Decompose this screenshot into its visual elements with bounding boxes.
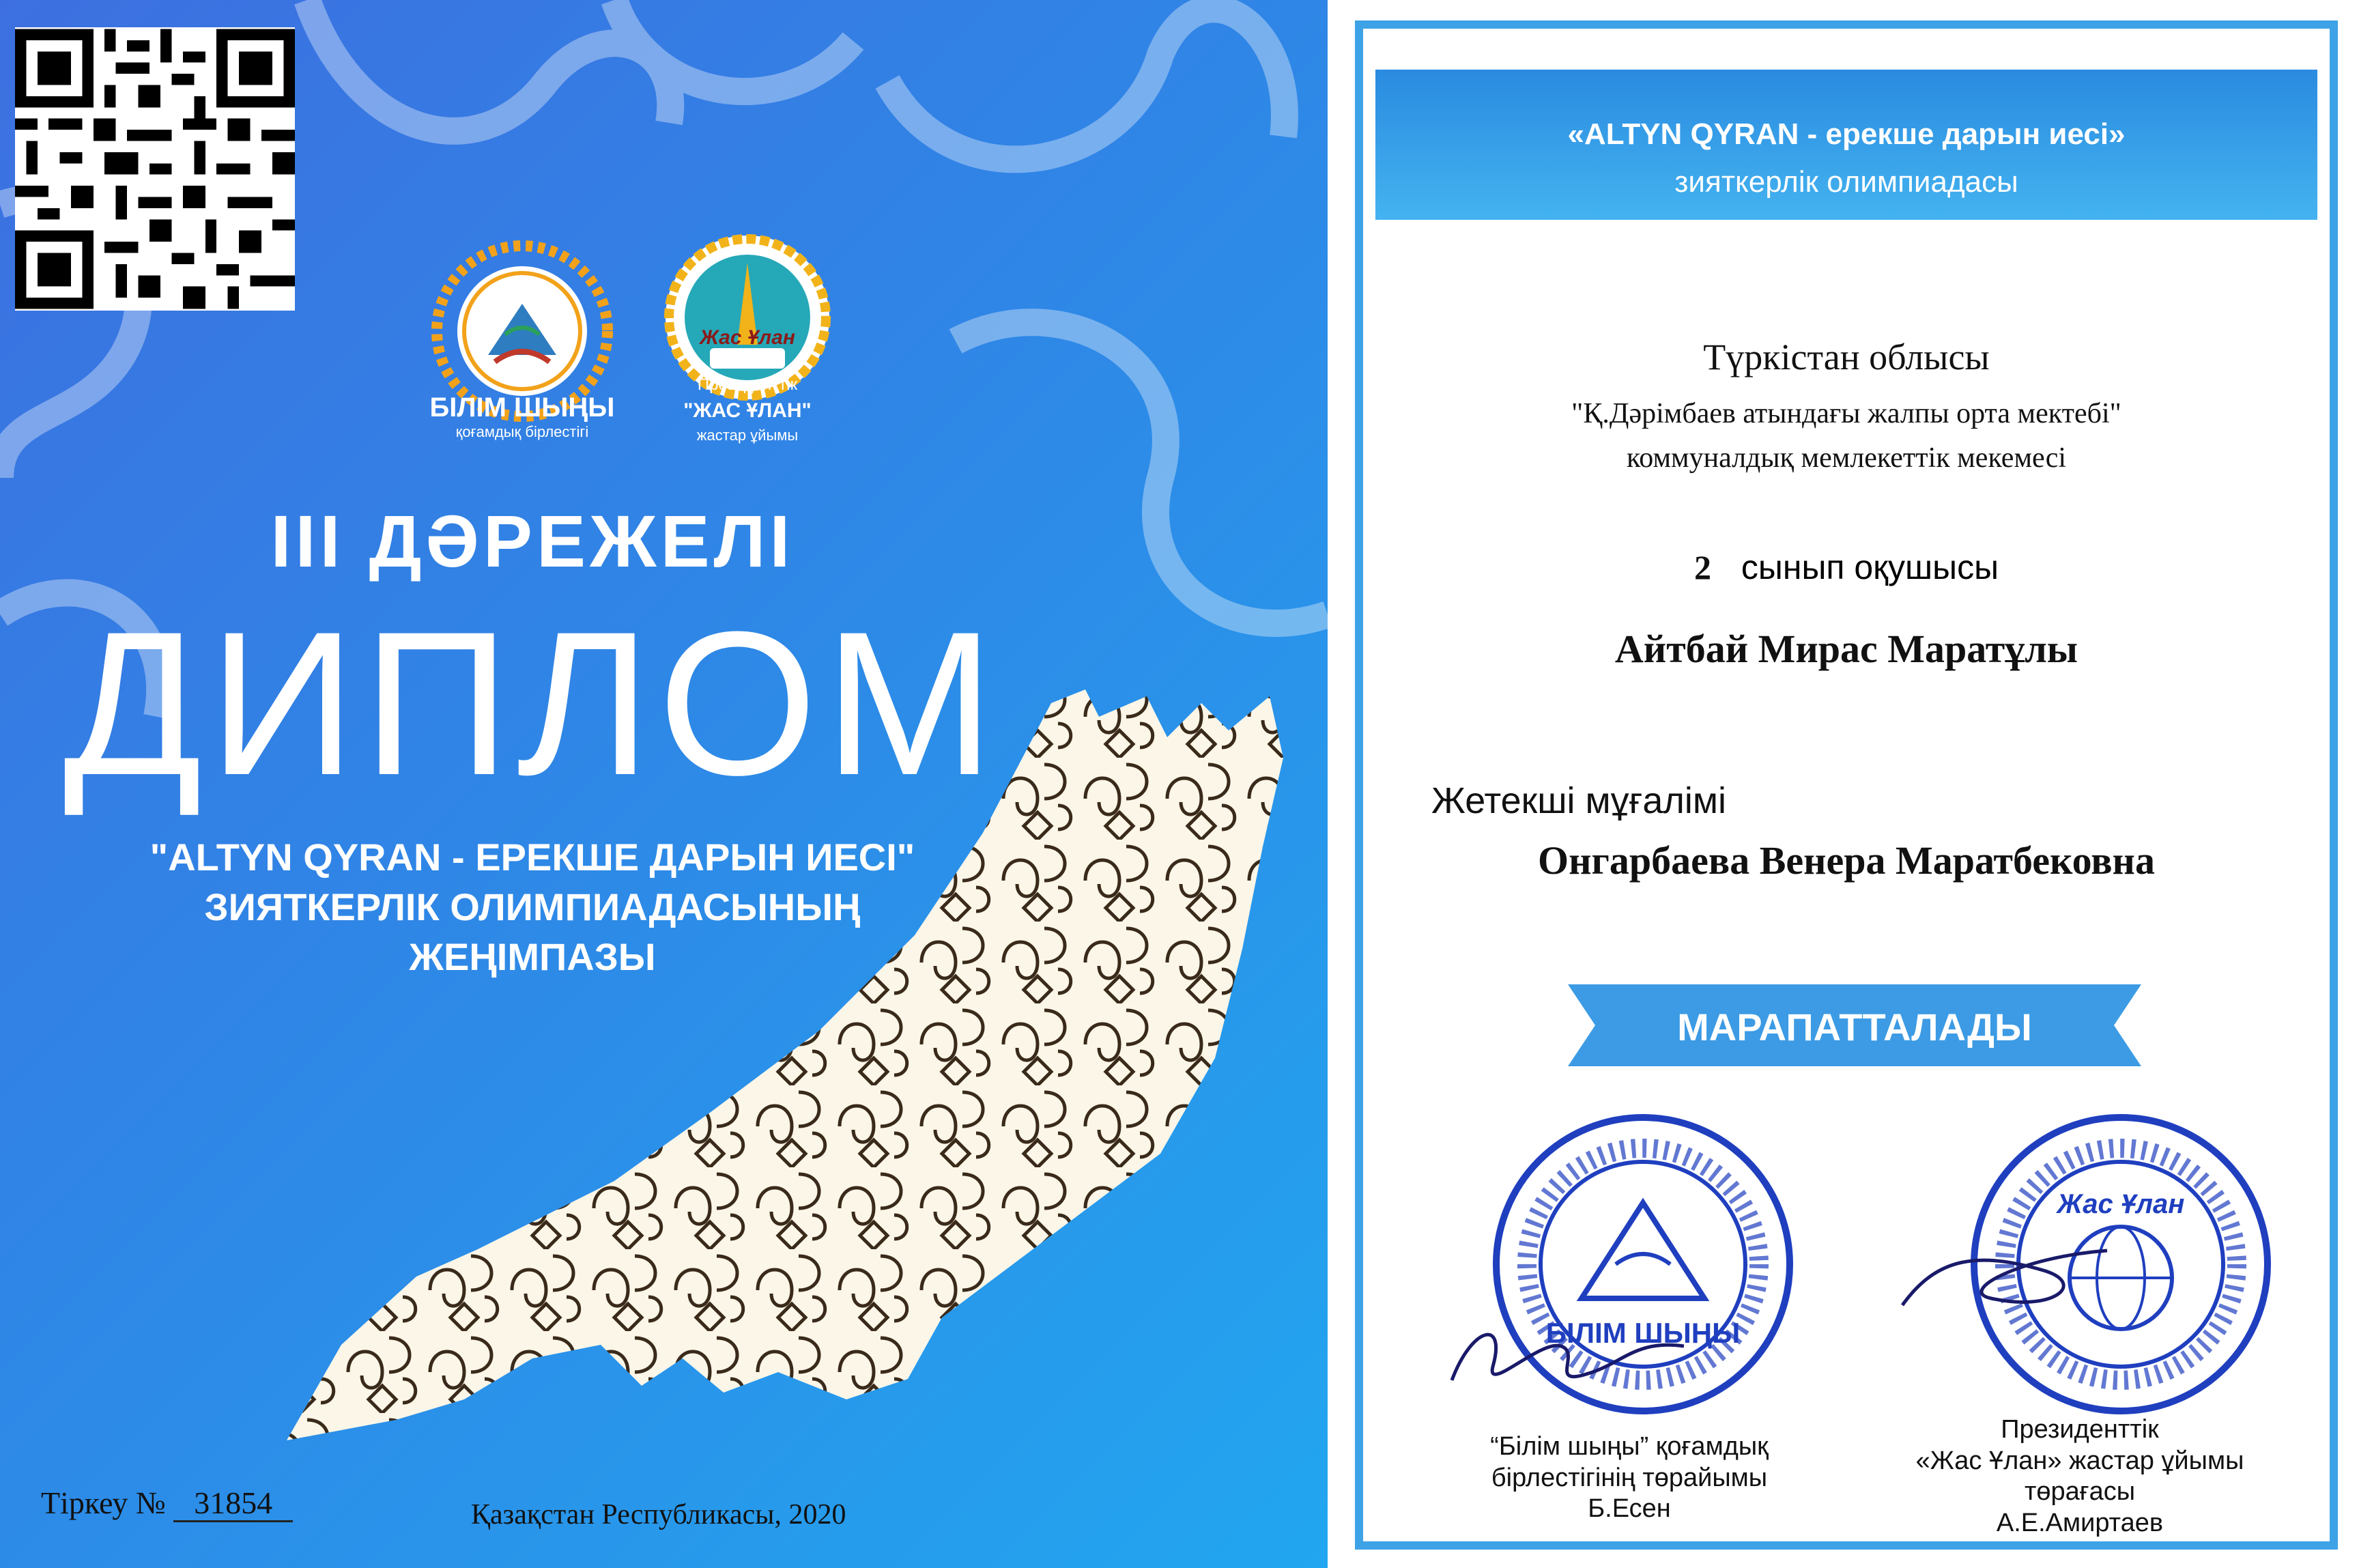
- diploma-degree: III ДӘРЕЖЕЛІ: [270, 500, 795, 582]
- signatory-right: [1868, 1414, 2291, 1539]
- teacher-name: Онгарбаева Венера Маратбековна: [1538, 838, 2155, 883]
- subtitle-line2: ЗИЯТКЕРЛІК ОЛИМПИАДАСЫНЫҢ: [204, 885, 861, 928]
- logo2-line2: "ЖАС ҰЛАН": [683, 399, 812, 422]
- school-type: коммуналдық мемлекеттік мекемесі: [1626, 442, 2067, 474]
- country-year: Қазақстан Республикасы, 2020: [471, 1499, 846, 1530]
- signatory-left-line1: “Білім шыңы” қоғамдық: [1490, 1432, 1769, 1461]
- signatory-right-line3: төрағасы: [2024, 1477, 2136, 1507]
- student-name: Айтбай Мирас Маратұлы: [1614, 627, 2078, 671]
- diploma-title: ДИПЛОМ: [63, 588, 1002, 818]
- signatory-left-line2: бірлестігінің төрайымы: [1491, 1463, 1768, 1492]
- registration-label: Тіркеу №: [41, 1485, 166, 1520]
- logo2-line3: жастар ұйымы: [696, 427, 799, 444]
- qr-code[interactable]: [15, 27, 295, 311]
- banner-subtitle: зияткерлік олимпиадасы: [1674, 165, 2018, 199]
- stamp2-text: Жас Ұлан: [2057, 1189, 2185, 1219]
- banner-title: «ALTYN QYRAN - ерекше дарын иесі»: [1567, 117, 2126, 151]
- logo1-name: БІЛІМ ШЫҢЫ: [429, 393, 615, 423]
- signature-left-icon: [1445, 1298, 1691, 1408]
- signatory-left-name: Б.Есен: [1588, 1494, 1671, 1524]
- grade: [1363, 547, 2330, 587]
- region: Түркістан облысы: [1703, 337, 1990, 377]
- registration-number: 31854: [173, 1485, 293, 1522]
- teacher-label: Жетекші мұғалімі: [1431, 780, 1727, 821]
- logo1-subtitle: қоғамдық бірлестігі: [455, 423, 589, 440]
- school-name: "Қ.Дәрімбаев атындағы жалпы орта мектебі": [1571, 398, 2121, 429]
- stamp1-text: БІЛІМ ШЫҢЫ: [1545, 1317, 1741, 1349]
- signatory-right-name: А.Е.Амиртаев: [1996, 1508, 2164, 1537]
- diploma-subtitle: [0, 833, 1065, 982]
- registration: [41, 1485, 293, 1521]
- grade-number: 2: [1693, 548, 1711, 586]
- diploma-insert-panel: [1355, 20, 2338, 1550]
- logo2-badge-text: Жас Ұлан: [699, 326, 796, 349]
- signature-right-icon: [1896, 1230, 2114, 1326]
- logo2-line1: Президенттік: [697, 375, 798, 394]
- award-label: МАРАПАТТАЛАДЫ: [1677, 1006, 2032, 1049]
- olympiad-banner: [1375, 70, 2317, 220]
- grade-label: сынып оқушысы: [1741, 548, 1999, 586]
- signatory-right-line2: «Жас Ұлан» жастар ұйымы: [1915, 1446, 2244, 1475]
- subtitle-line1: "ALTYN QYRAN - ЕРЕКШЕ ДАРЫН ИЕСІ": [149, 836, 915, 879]
- subtitle-line3: ЖЕҢІМПАЗЫ: [409, 935, 656, 978]
- signatory-right-line1: Президенттік: [2001, 1415, 2159, 1444]
- signatory-left: [1438, 1431, 1820, 1525]
- qr-code-icon: [15, 27, 295, 311]
